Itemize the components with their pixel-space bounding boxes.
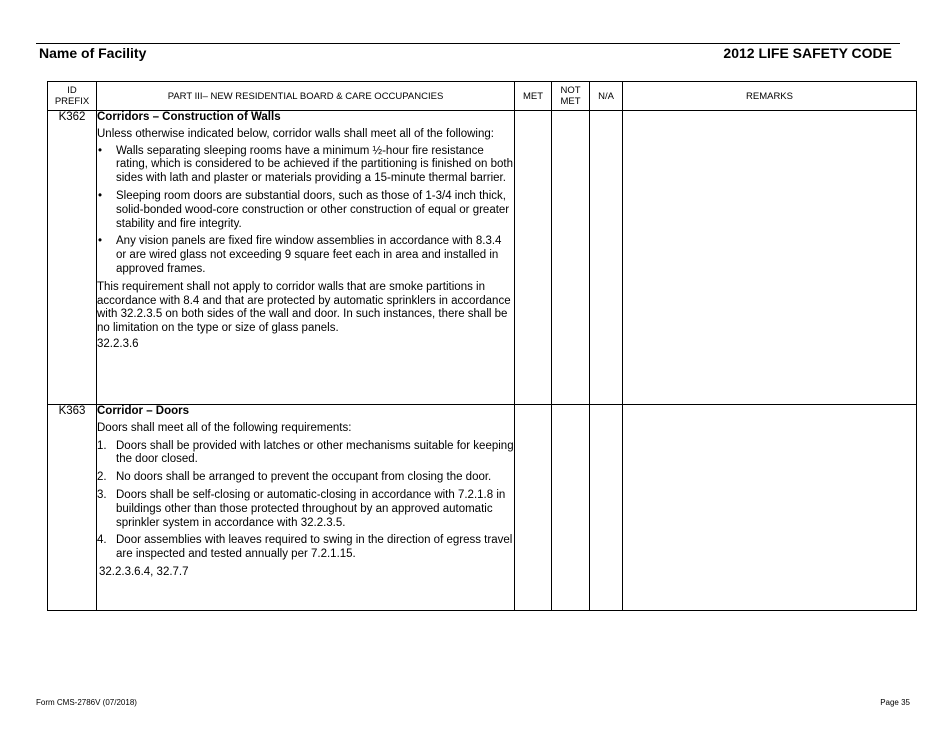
list-item-text: No doors shall be arranged to prevent the occupant from closing the door. bbox=[116, 471, 492, 484]
requirement-intro: Unless otherwise indicated below, corridor walls shall meet all of the following: bbox=[97, 127, 494, 140]
not-met-cell[interactable] bbox=[552, 405, 590, 611]
list-item-text: Door assemblies with leaves required to swing in the direction of egress travel are inspected and tested annually per 7.2.1.15. bbox=[116, 534, 513, 561]
list-item-text: Sleeping room doors are substantial doors, such as those of 1-3/4 inch thick, solid-bonded wood-core construction or other construction of equal or greater stability and fire integrity. bbox=[116, 189, 510, 230]
requirement-title: Corridor – Doors bbox=[97, 405, 190, 417]
requirement-reference: 32.2.3.6 bbox=[97, 337, 139, 350]
bullet-marker: • bbox=[98, 144, 103, 157]
facility-name-label: Name of Facility bbox=[39, 45, 147, 61]
list-item bbox=[97, 235, 514, 276]
requirement-title: Corridors – Construction of Walls bbox=[97, 111, 281, 123]
met-header: MET bbox=[515, 82, 552, 111]
table-header-row bbox=[48, 82, 917, 111]
requirement-closing: This requirement shall not apply to corridor walls that are smoke partitions in accordance with 8.4 and that are protected by automatic sprinklers in accordance with 32.2.3.5 on both sides of the wall and door. In such instances, there shall be no limitation on the type or size of glass panels. bbox=[97, 280, 511, 335]
met-cell[interactable] bbox=[515, 111, 552, 405]
part-title-header: PART III– NEW RESIDENTIAL BOARD & CARE OCCUPANCIES bbox=[97, 82, 515, 111]
list-item-text: Any vision panels are fixed fire window assemblies in accordance with 8.3.4 or are wired glass not exceeding 9 square feet each in area and installed in approved frames. bbox=[116, 235, 502, 275]
bullet-marker: • bbox=[98, 235, 103, 248]
remarks-cell[interactable] bbox=[623, 405, 917, 611]
code-title: 2012 LIFE SAFETY CODE bbox=[723, 45, 892, 61]
list-item-text: Walls separating sleeping rooms have a minimum ½-hour fire resistance rating, which is considered to be achieved if the partitioning is finished on both sides with lath and plaster or materials providing a 15-minute thermal barrier. bbox=[116, 144, 513, 185]
bullet-marker: • bbox=[98, 189, 103, 202]
page-number: Page 35 bbox=[880, 698, 910, 707]
form-id: Form CMS-2786V (07/2018) bbox=[36, 698, 137, 707]
requirement-cell bbox=[97, 111, 515, 405]
list-item bbox=[97, 440, 514, 468]
na-header: N/A bbox=[590, 82, 623, 111]
item-number: 2. bbox=[97, 471, 107, 484]
list-item-text: Doors shall be provided with latches or other mechanisms suitable for keeping the door closed. bbox=[116, 439, 514, 466]
requirement-items bbox=[97, 440, 514, 562]
requirement-cell bbox=[97, 405, 515, 611]
list-item-text: Doors shall be self-closing or automatic-closing in accordance with 7.2.1.8 in buildings other than those protected throughout by an approved automatic sprinkler system in accordance with 32.2.3.5. bbox=[116, 488, 506, 529]
table-row bbox=[48, 111, 917, 405]
requirement-bullets bbox=[97, 145, 514, 277]
list-item bbox=[97, 145, 514, 186]
met-cell[interactable] bbox=[515, 405, 552, 611]
row-id: K363 bbox=[48, 405, 97, 611]
na-cell[interactable] bbox=[590, 111, 623, 405]
not-met-header bbox=[552, 82, 590, 111]
row-id: K362 bbox=[48, 111, 97, 405]
requirement-reference: 32.2.3.6.4, 32.7.7 bbox=[99, 565, 189, 578]
list-item bbox=[97, 471, 514, 485]
remarks-header: REMARKS bbox=[623, 82, 917, 111]
item-number: 4. bbox=[97, 534, 107, 547]
na-cell[interactable] bbox=[590, 405, 623, 611]
survey-table bbox=[47, 81, 917, 611]
list-item bbox=[97, 534, 514, 562]
id-header-line2: PREFIX bbox=[54, 96, 90, 107]
requirement-intro: Doors shall meet all of the following requirements: bbox=[97, 421, 352, 434]
id-header-line1: ID bbox=[67, 85, 77, 96]
item-number: 1. bbox=[97, 439, 107, 452]
remarks-cell[interactable] bbox=[623, 111, 917, 405]
id-prefix-header bbox=[48, 82, 97, 111]
not-met-cell[interactable] bbox=[552, 111, 590, 405]
not-met-header-line2: MET bbox=[560, 96, 581, 107]
table-row bbox=[48, 405, 917, 611]
list-item bbox=[97, 190, 514, 231]
not-met-header-line1: NOT bbox=[560, 85, 581, 96]
item-number: 3. bbox=[97, 488, 107, 501]
list-item bbox=[97, 489, 514, 530]
header-rule bbox=[36, 43, 900, 44]
